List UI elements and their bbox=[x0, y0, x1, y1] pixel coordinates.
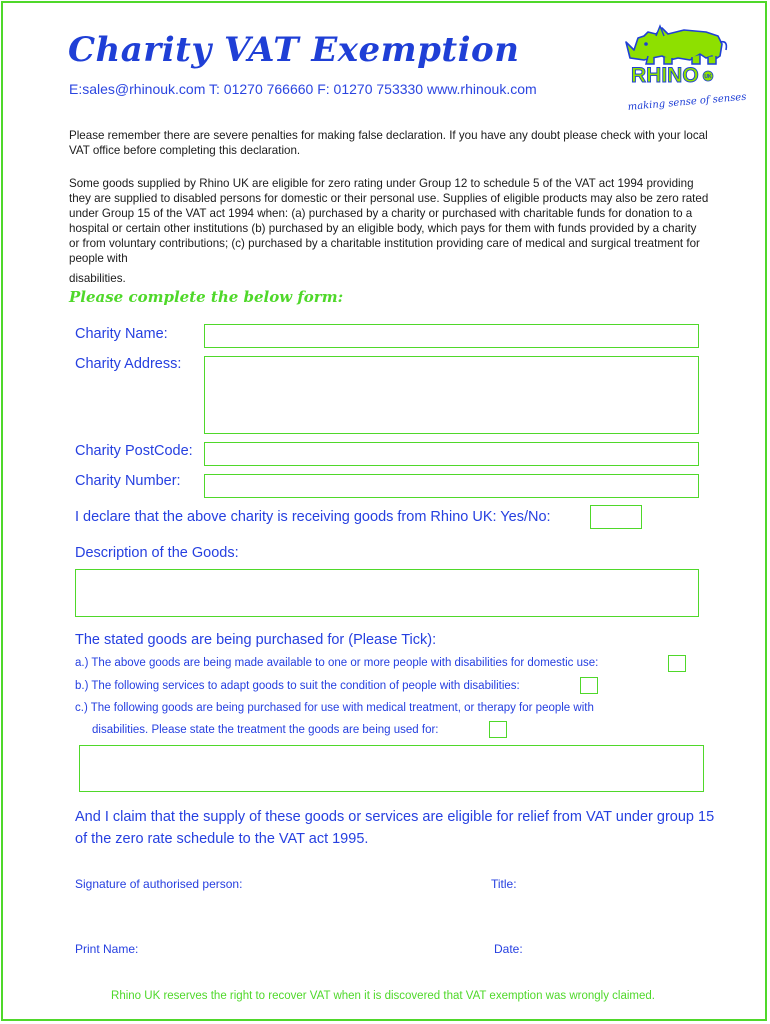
option-a-checkbox[interactable] bbox=[668, 655, 686, 672]
footer-disclaimer: Rhino UK reserves the right to recover VAT when it is discovered that VAT exemption was wrongly claimed. bbox=[111, 990, 655, 1002]
charity-name-field[interactable] bbox=[204, 324, 699, 348]
claim-statement: And I claim that the supply of these goods or services are eligible for relief from VAT under group 15 of the zero rate schedule to the VAT act 1995. bbox=[75, 809, 715, 847]
option-c-label-line2: disabilities. Please state the treatment the goods are being used for: bbox=[92, 724, 439, 736]
date-label: Date: bbox=[494, 942, 523, 956]
yes-no-field[interactable] bbox=[590, 505, 642, 529]
warning-paragraph: Please remember there are severe penalties for making false declaration. If you have any doubt please check with your local VAT office before completing this declaration. bbox=[69, 129, 708, 157]
declare-label: I declare that the above charity is receiving goods from Rhino UK: Yes/No: bbox=[75, 509, 551, 525]
form-heading: Please complete the below form: bbox=[69, 288, 344, 306]
option-b-checkbox[interactable] bbox=[580, 677, 598, 694]
option-a-label: a.) The above goods are being made available to one or more people with disabilities for domestic use: bbox=[75, 657, 599, 669]
option-c-checkbox[interactable] bbox=[489, 721, 507, 738]
charity-number-label: Charity Number: bbox=[75, 473, 181, 489]
logo-tagline: making sense of senses bbox=[627, 91, 747, 113]
print-name-label: Print Name: bbox=[75, 942, 139, 956]
eligibility-paragraph: Some goods supplied by Rhino UK are eligible for zero rating under Group 12 to schedule 5 of the VAT act 1994 providing they are supplied to disabled persons for domestic or their personal use. Supplies of eligible products may also be zero rated under Group 15 of the VAT act 1994 when: (a) purchased by a charity or purchased with charitable funds for donation to a hospital or certain other institutions (b) purchased by an eligible body, which pays for them with funds provided by a charity or from voluntary contributions; (c) purchased by a charitable institution providing care of medical and surgical treatment for people with bbox=[69, 177, 709, 265]
option-c-label-line1: c.) The following goods are being purchased for use with medical treatment, or therapy for people with bbox=[75, 702, 594, 714]
contact-line: E:sales@rhinouk.com T: 01270 766660 F: 01270 753330 www.rhinouk.com bbox=[69, 81, 537, 97]
purpose-heading: The stated goods are being purchased for (Please Tick): bbox=[75, 632, 437, 648]
rhino-logo bbox=[622, 20, 750, 120]
charity-postcode-label: Charity PostCode: bbox=[75, 443, 193, 459]
description-label: Description of the Goods: bbox=[75, 545, 239, 561]
logo-brand: RHINO bbox=[631, 64, 699, 87]
page-title: Charity VAT Exemption bbox=[68, 30, 520, 70]
eligibility-paragraph-end: disabilities. bbox=[69, 272, 126, 285]
signature-label: Signature of authorised person: bbox=[75, 877, 243, 891]
charity-address-field[interactable] bbox=[204, 356, 699, 434]
rhino-icon bbox=[622, 20, 750, 120]
charity-number-field[interactable] bbox=[204, 474, 699, 498]
charity-address-label: Charity Address: bbox=[75, 356, 182, 372]
goods-description-field[interactable] bbox=[75, 569, 699, 617]
charity-name-label: Charity Name: bbox=[75, 326, 168, 342]
title-label: Title: bbox=[491, 877, 517, 891]
charity-postcode-field[interactable] bbox=[204, 442, 699, 466]
treatment-field[interactable] bbox=[79, 745, 704, 792]
option-b-label: b.) The following services to adapt goods to suit the condition of people with disabilities: bbox=[75, 680, 520, 692]
logo-sub: UK bbox=[704, 74, 712, 80]
